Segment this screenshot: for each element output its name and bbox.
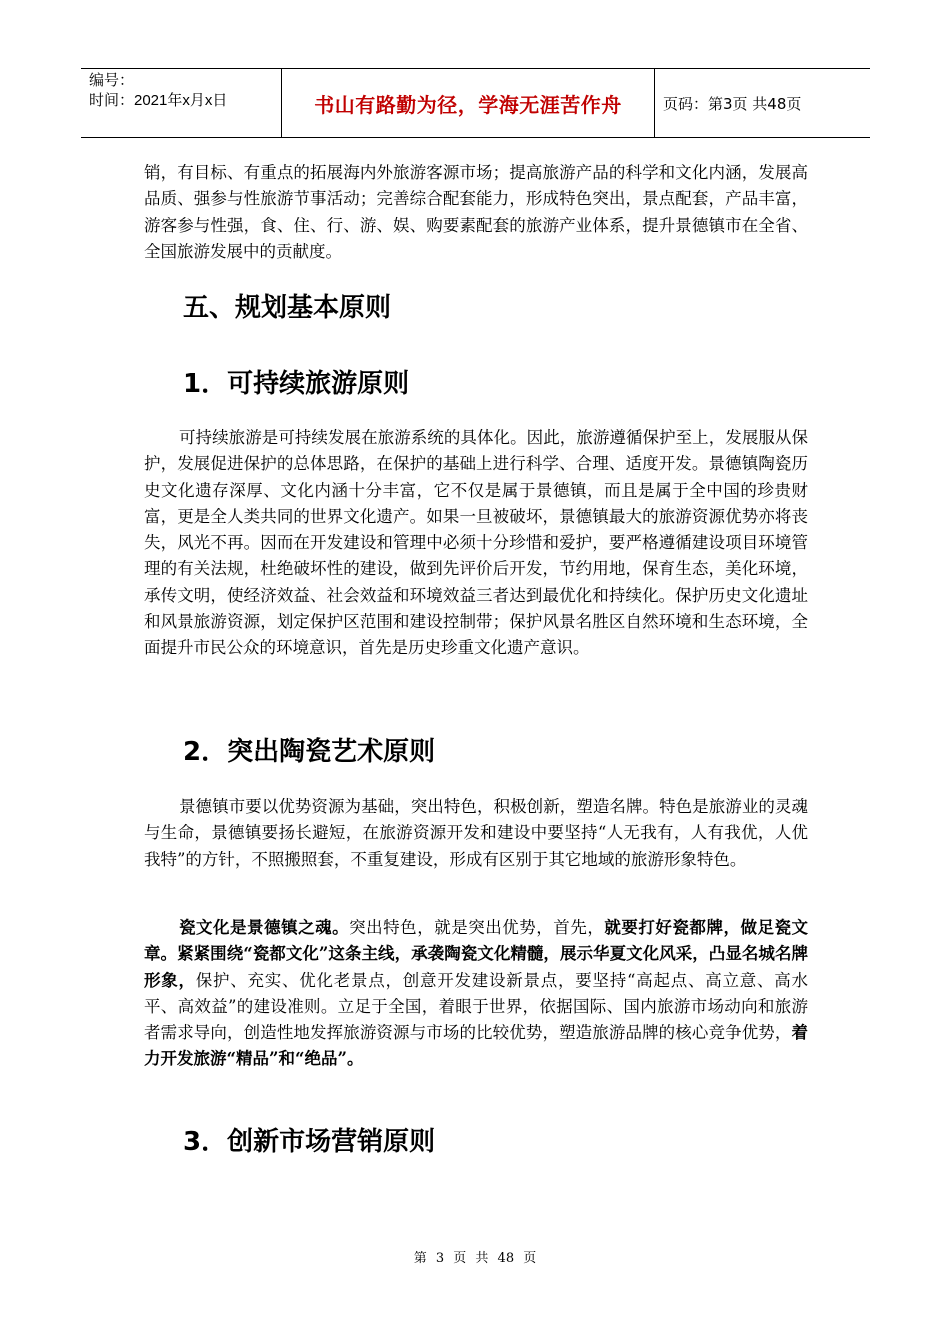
plain-phrase: 保护、充实、优化老景点，创意开发建设新景点，要坚持“高起点、高立意、高水平、高效益”的建设准则。立足于全国，着眼于世界，依据国际、国内旅游市场动向和旅游者需求导向，创造性地发挥旅游资源与市场的比较优势，塑造旅游品牌的核心竞争优势， (144, 970, 809, 1043)
page-header (81, 68, 870, 138)
principle-1-heading: 1．可持续旅游原则 (183, 369, 410, 399)
date-line: 时间：2021年x月x日 (89, 92, 228, 109)
plain-phrase: 突出特色，就是突出优势，首先， (349, 918, 605, 937)
header-meta (81, 69, 281, 137)
header-page-cell (655, 69, 870, 137)
page-info: 页码：第3页 共48页 (663, 94, 802, 113)
header-motto-cell (282, 69, 654, 137)
section-heading: 五、规划基本原则 (183, 293, 392, 323)
bold-phrase: 着力开发旅游“精品”和“绝品”。 (144, 1023, 808, 1069)
page-footer: 第 3 页 共 48 页 (413, 1251, 537, 1266)
principle-2-paragraph-1: 景德镇市要以优势资源为基础，突出特色，积极创新，塑造名牌。特色是旅游业的灵魂与生命，景德镇要扬长避短，在旅游资源开发和建设中要坚持“人无我有，人有我优，人优我特”的方针，不照搬照套，不重复建设，形成有区别于其它地域的旅游形象特色。 (144, 797, 808, 869)
principle-3-heading: 3．创新市场营销原则 (183, 1127, 436, 1157)
intro-paragraph: 销，有目标、有重点的拓展海内外旅游客源市场；提高旅游产品的科学和文化内涵，发展高品质、强参与性旅游节事活动；完善综合配套能力，形成特色突出，景点配套，产品丰富，游客参与性强，食、住、行、游、娱、购要素配套的旅游产业体系，提升景德镇市在全省、全国旅游发展中的贡献度。 (144, 163, 808, 261)
principle-2-paragraph-2 (144, 915, 808, 1073)
bold-phrase: 就要打好瓷都牌，做足瓷文章。紧紧围绕“瓷都文化”这条主线，承袭陶瓷文化精髓，展示华夏文化风采，凸显名城名牌形象， (144, 918, 809, 990)
motto: 书山有路勤为径，学海无涯苦作舟 (314, 92, 622, 117)
principle-2-heading: 2．突出陶瓷艺术原则 (183, 737, 436, 767)
number-label: 编号： (89, 72, 135, 89)
bold-phrase: 瓷文化是景德镇之魂。 (179, 918, 350, 937)
principle-1-text: 可持续旅游是可持续发展在旅游系统的具体化。因此，旅游遵循保护至上，发展服从保护，发展促进保护的总体思路，在保护的基础上进行科学、合理、适度开发。景德镇陶瓷历史文化遗存深厚、文化内涵十分丰富，它不仅是属于景德镇，而且是属于全中国的珍贵财富，更是全人类共同的世界文化遗产。如果一旦被破坏，景德镇最大的旅游资源优势亦将丧失，风光不再。因而在开发建设和管理中必须十分珍惜和爱护，要严格遵循建设项目环境管理的有关法规，杜绝破坏性的建设，做到先评价后开发，节约用地，保育生态，美化环境，承传文明，使经济效益、社会效益和环境效益三者达到最优化和持续化。保护历史文化遗址和风景旅游资源，划定保护区范围和建设控制带；保护风景名胜区自然环境和生态环境，全面提升市民公众的环境意识，首先是历史珍重文化遗产意识。 (144, 428, 808, 658)
